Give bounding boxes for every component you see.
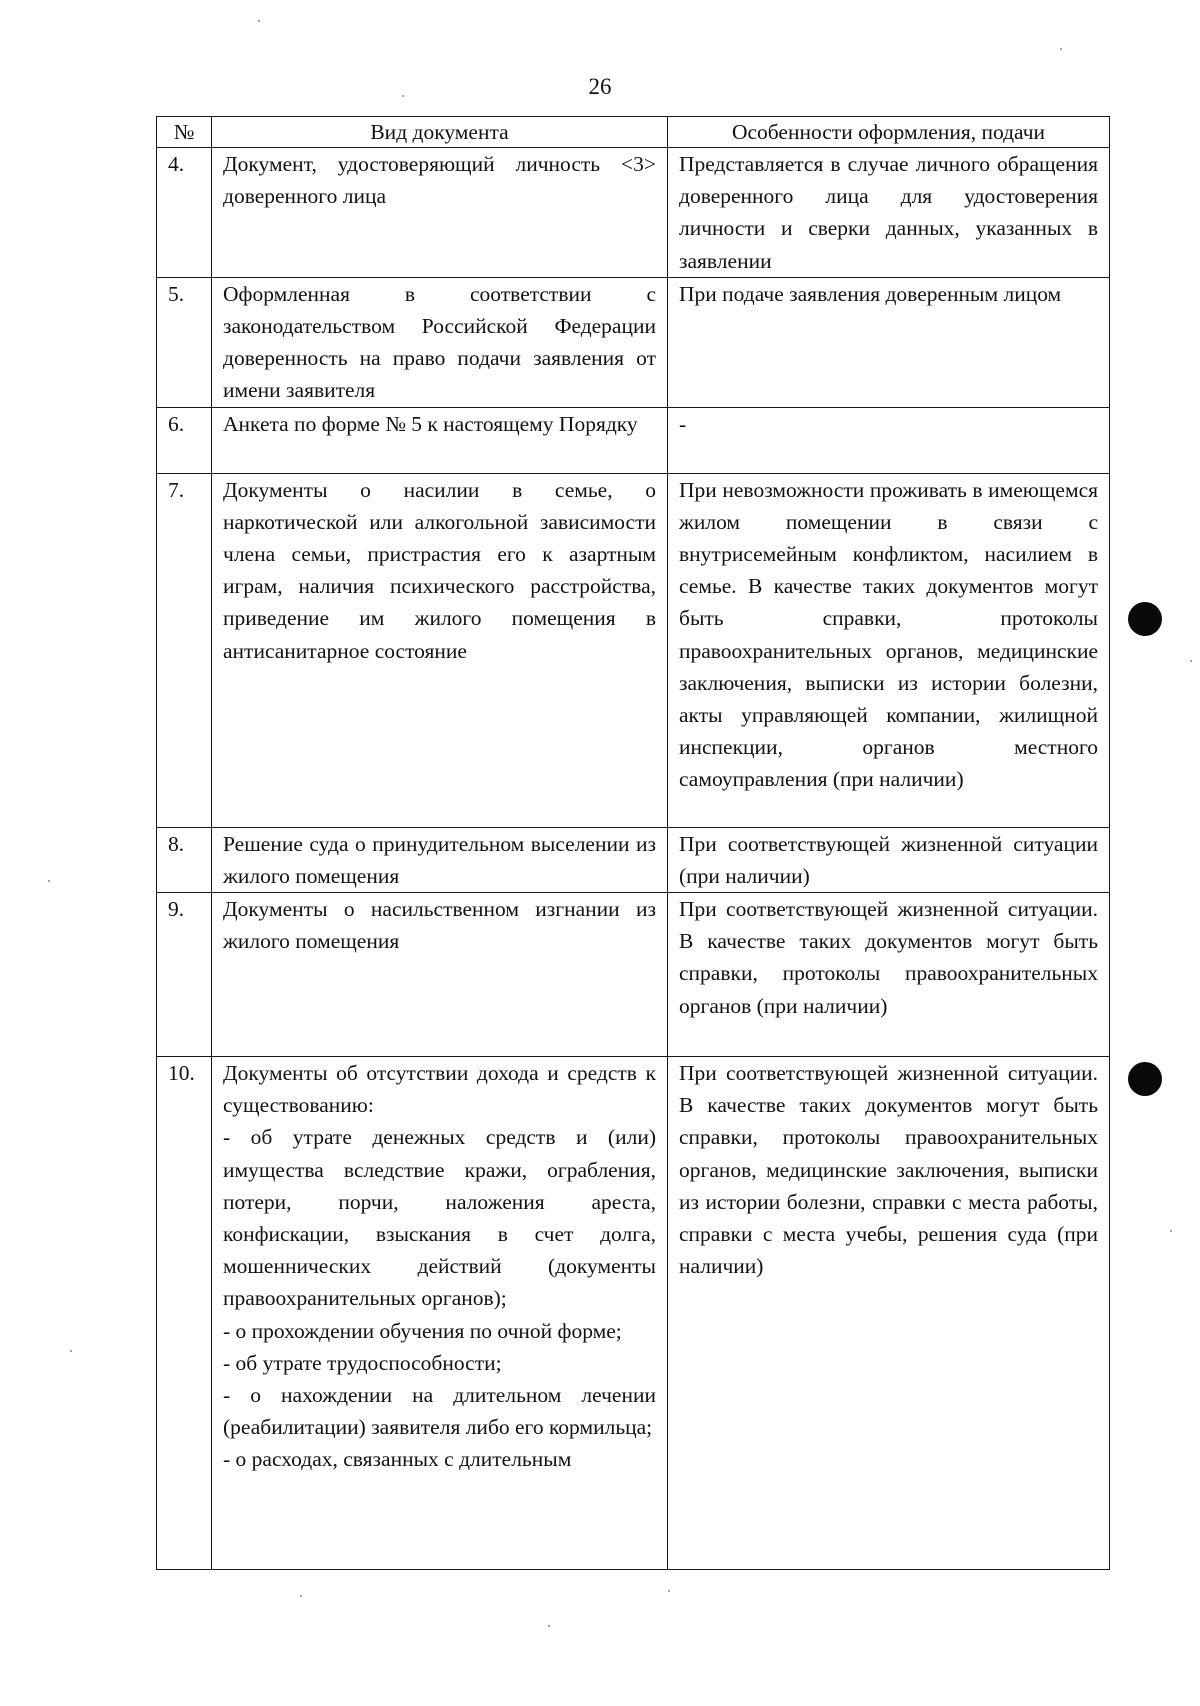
scan-hole-mark [1128,1062,1162,1096]
submission-notes-cell: При невозможности проживать в имеющемся жилом помещении в связи с внутрисемейным конфликтом, насилием в семье. В качестве таких документов могут быть справки, протоколы правоохранительных органов, медицинские заключения, выписки из истории болезни, акты управляющей компании, жилищной инспекции, органов местного самоуправления (при наличии) [668,473,1110,827]
table-row [157,277,1110,407]
submission-notes-cell: - [668,407,1110,473]
scan-speck [48,880,50,882]
row-number: 8. [157,827,212,892]
document-type-line: - о расходах, связанных с длительным [223,1447,572,1472]
submission-notes-cell: Представляется в случае личного обращения доверенного лица для удостоверения личности и сверки данных, указанных в заявлении [668,148,1110,278]
submission-notes-cell: При соответствующей жизненной ситуации. В качестве таких документов могут быть справки, протоколы правоохранительных органов (при наличии) [668,893,1110,1057]
scan-speck [1060,48,1062,50]
scan-speck [258,20,260,22]
header-document-type: Вид документа [212,117,668,148]
scan-hole-mark [1128,602,1162,636]
page-number: 26 [588,74,612,99]
document-type-line: - о нахождении на длительном лечении (реабилитации) заявителя либо его кормильца; [223,1383,656,1440]
submission-notes-cell: При соответствующей жизненной ситуации. В качестве таких документов могут быть справки, протоколы правоохранительных органов, медицинские заключения, выписки из истории болезни, справки с места работы, справки с места учебы, решения суда (при наличии) [668,1057,1110,1570]
table-header-row [157,117,1110,148]
header-submission-notes: Особенности оформления, подачи [668,117,1110,148]
table-row [157,407,1110,473]
submission-notes-cell: При подаче заявления доверенным лицом [668,277,1110,407]
document-type-cell: Анкета по форме № 5 к настоящему Порядку [212,407,668,473]
scan-speck [668,1590,670,1592]
document-type-cell: Документ, удостоверяющий личность <3> доверенного лица [212,148,668,278]
header-number: № [157,117,212,148]
table-row [157,148,1110,278]
scan-speck [1190,660,1192,662]
document-type-line: - об утрате трудоспособности; [223,1350,502,1375]
document-type-cell [212,1057,668,1570]
row-number: 9. [157,893,212,1057]
scan-speck [300,1595,302,1597]
table-row [157,827,1110,892]
document-type-cell: Оформленная в соответствии с законодательством Российской Федерации доверенность на право подачи заявления от имени заявителя [212,277,668,407]
document-type-line: Документы об отсутствии дохода и средств к существованию: [223,1061,656,1118]
row-number: 10. [157,1057,212,1570]
scan-speck [1170,1230,1172,1232]
document-type-cell: Документы о насилии в семье, о наркотической или алкогольной зависимости члена семьи, пристрастия его к азартным играм, наличия психического расстройства, приведение им жилого помещения в антисанитарное состояние [212,473,668,827]
scan-speck [70,1350,72,1352]
row-number: 5. [157,277,212,407]
document-type-cell: Документы о насильственном изгнании из жилого помещения [212,893,668,1057]
scan-speck [402,95,404,97]
row-number: 6. [157,407,212,473]
table-row [157,1057,1110,1570]
documents-table [156,116,1110,1570]
document-type-line: - о прохождении обучения по очной форме; [223,1318,622,1343]
table-row [157,893,1110,1057]
document-type-cell: Решение суда о принудительном выселении из жилого помещения [212,827,668,892]
submission-notes-cell: При соответствующей жизненной ситуации (при наличии) [668,827,1110,892]
row-number: 7. [157,473,212,827]
row-number: 4. [157,148,212,278]
document-type-line: - об утрате денежных средств и (или) имущества вследствие кражи, ограбления, потери, порчи, наложения ареста, конфискации, взыскания в счет долга, мошеннических действий (документы правоохранительных органов); [223,1125,656,1311]
scan-speck [548,1625,550,1627]
table-row [157,473,1110,827]
